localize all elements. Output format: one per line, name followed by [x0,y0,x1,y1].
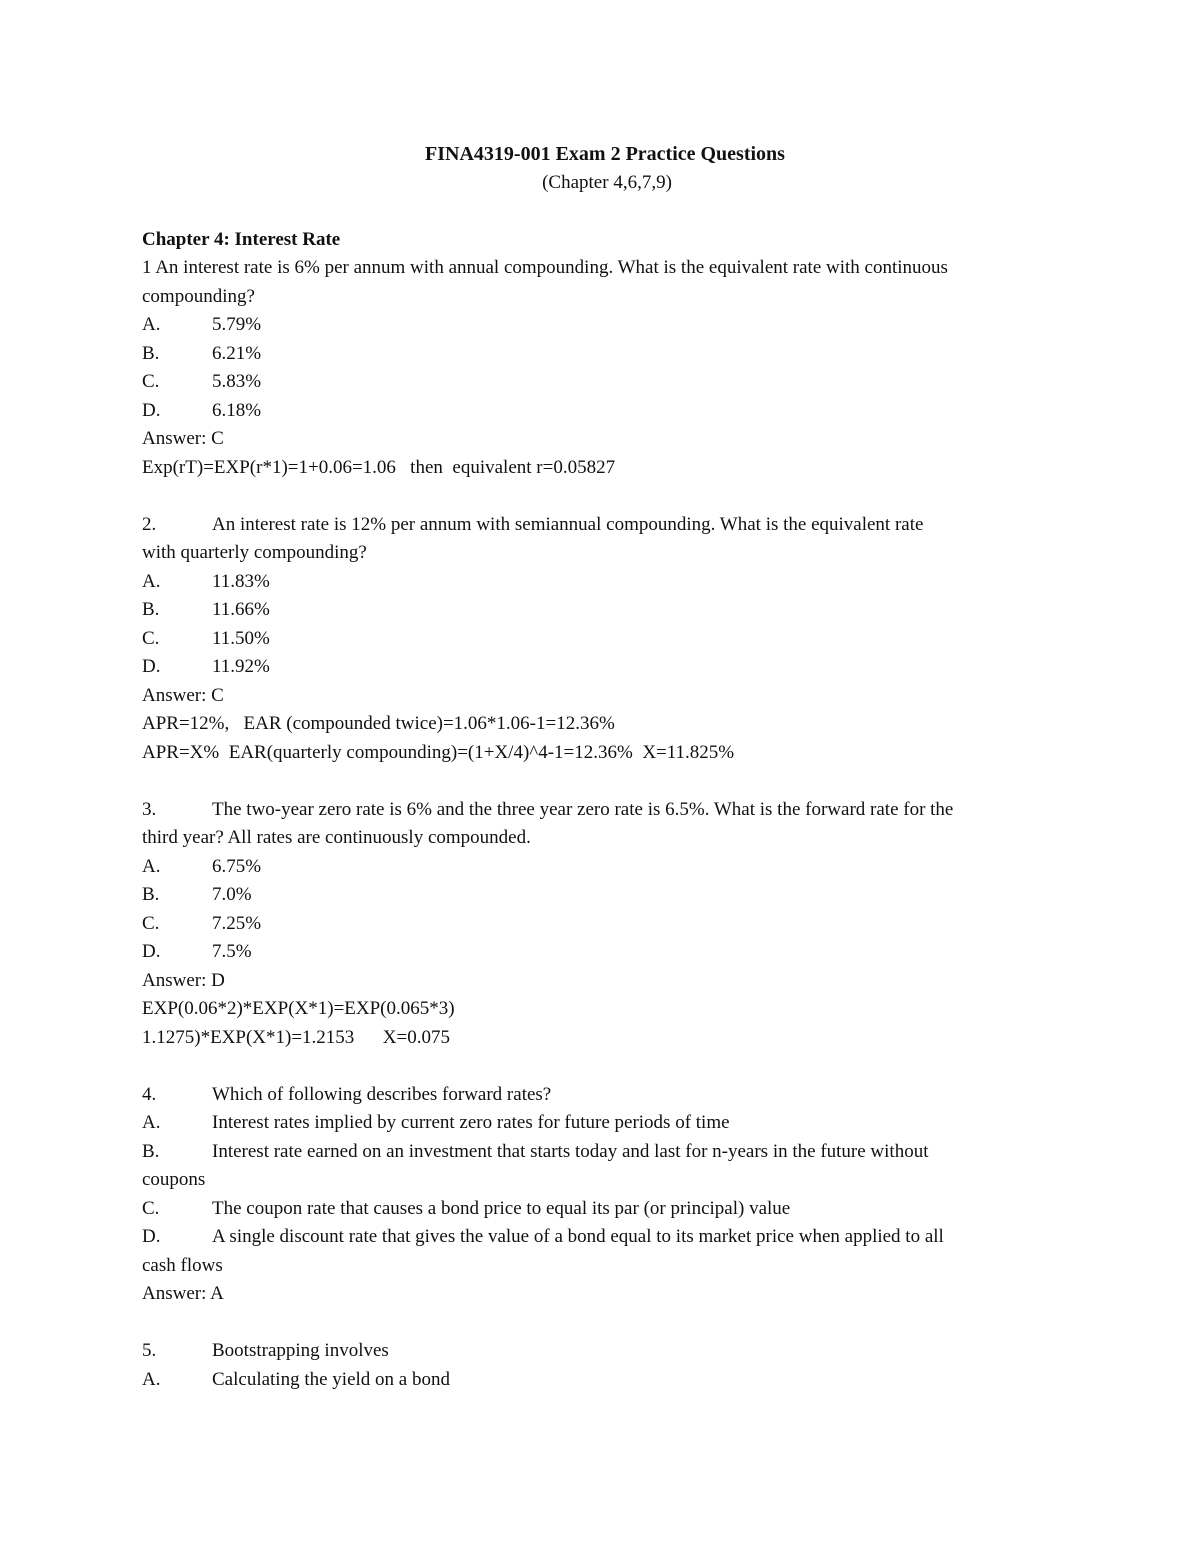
question-4-stem [142,1081,1072,1110]
option-key: B. [142,599,160,620]
option-key: D. [142,399,161,421]
option-key: D. [142,941,161,962]
option-text: The coupon rate that causes a bond price to equal its par (or principal) value [212,1197,791,1219]
question-1-option-a [142,311,1072,340]
option-text: 7.5% [212,941,252,962]
question-3 [142,796,1072,1053]
option-text: 6.18% [212,399,262,421]
question-1-option-c [142,368,1072,397]
option-key: B. [142,1140,160,1162]
option-text: Interest rates implied by current zero rates for future periods of time [212,1112,730,1133]
question-2-answer: Answer: C [142,684,224,706]
question-1-answer: Answer: C [142,428,224,449]
question-2 [142,511,1072,768]
question-4-option-b [142,1138,1072,1167]
option-key: A. [142,1112,161,1133]
option-key: C. [142,1197,160,1219]
option-text: 7.0% [212,884,252,905]
option-text: 5.79% [212,314,262,335]
question-2-option-c [142,625,1072,654]
question-3-option-a [142,853,1072,882]
question-2-work-line: APR=X% EAR(quarterly compounding)=(1+X/4)^4-1=12.36% X=11.825% [142,741,735,763]
option-key: C. [142,371,160,392]
page-title: FINA4319-001 Exam 2 Practice Questions [425,143,785,165]
question-5 [142,1337,1072,1394]
option-key: A. [142,855,161,877]
question-3-stem-line2: third year? All rates are continuously compounded. [142,827,531,848]
question-4-option-d [142,1223,1072,1252]
option-text: 6.21% [212,342,262,364]
option-text: 6.75% [212,855,262,877]
question-5-option-a [142,1366,1072,1395]
option-text: 11.66% [212,599,270,620]
question-2-stem-line1: An interest rate is 12% per annum with semiannual compounding. What is the equivalent rate [212,513,924,535]
question-number: 4. [142,1083,157,1105]
option-text: 11.50% [212,627,270,649]
question-1-work-line: Exp(rT)=EXP(r*1)=1+0.06=1.06 then equivalent r=0.05827 [142,456,616,478]
question-1-option-d [142,397,1072,426]
question-3-option-b [142,881,1072,910]
question-5-stem [142,1337,1072,1366]
question-3-stem-line1: The two-year zero rate is 6% and the three year zero rate is 6.5%. What is the forward rate for the [212,798,954,820]
question-4-option-d-continuation: cash flows [142,1254,223,1276]
question-3-option-d [142,938,1072,967]
option-text: 5.83% [212,371,262,392]
option-key: B. [142,342,160,364]
chapter-heading: Chapter 4: Interest Rate [142,228,341,250]
option-key: B. [142,884,160,905]
question-2-option-b [142,596,1072,625]
option-text: Interest rate earned on an investment that starts today and last for n-years in the future without [212,1140,929,1162]
page-subtitle: (Chapter 4,6,7,9) [542,171,672,193]
question-3-work-line: 1.1275)*EXP(X*1)=1.2153 X=0.075 [142,1026,450,1048]
option-key: A. [142,314,161,335]
question-2-stem [142,511,1072,540]
question-5-stem-line1: Bootstrapping involves [212,1340,389,1361]
question-number: 2. [142,513,157,535]
question-3-stem [142,796,1072,825]
option-text: 11.83% [212,570,270,592]
option-key: D. [142,656,161,677]
question-1-option-b [142,340,1072,369]
option-key: C. [142,912,160,934]
question-2-option-a [142,568,1072,597]
question-4-option-c [142,1195,1072,1224]
option-key: D. [142,1226,161,1247]
option-text: Calculating the yield on a bond [212,1368,450,1390]
question-4-option-b-continuation: coupons [142,1169,206,1190]
question-3-answer: Answer: D [142,969,225,991]
option-key: A. [142,570,161,592]
question-2-stem-line2: with quarterly compounding? [142,542,367,563]
question-3-work-line: EXP(0.06*2)*EXP(X*1)=EXP(0.065*3) [142,998,455,1019]
question-1 [142,254,1072,482]
question-4-option-a [142,1109,1072,1138]
question-1-stem-line1: 1 An interest rate is 6% per annum with annual compounding. What is the equivalent rate with continuous [142,257,948,278]
question-4-answer: Answer: A [142,1283,224,1304]
option-key: A. [142,1368,161,1390]
option-text: 7.25% [212,912,262,934]
question-4 [142,1081,1072,1309]
document-content [142,140,1072,1423]
question-3-option-c [142,910,1072,939]
option-text: 11.92% [212,656,270,677]
option-text: A single discount rate that gives the value of a bond equal to its market price when applied to all [212,1226,944,1247]
question-4-stem-line1: Which of following describes forward rates? [212,1083,552,1105]
option-key: C. [142,627,160,649]
question-2-option-d [142,653,1072,682]
question-1-stem-line2: compounding? [142,285,255,307]
question-number: 3. [142,798,157,820]
question-2-work-line: APR=12%, EAR (compounded twice)=1.06*1.06-1=12.36% [142,713,615,734]
question-number: 5. [142,1340,157,1361]
